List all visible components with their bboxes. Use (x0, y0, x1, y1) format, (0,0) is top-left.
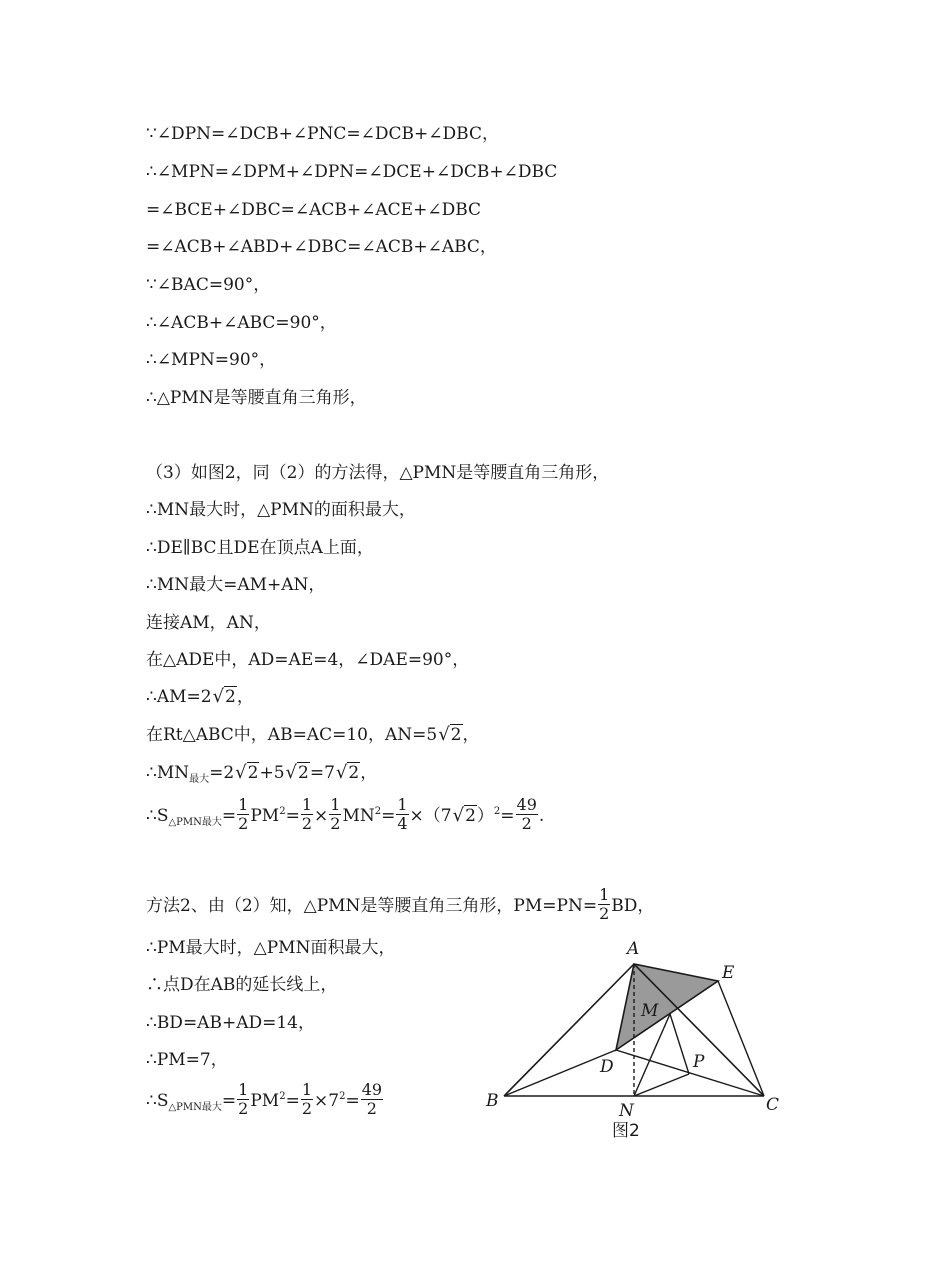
superscript: 2 (493, 806, 501, 817)
proof-line-7: ∴∠MPN=90°， (146, 350, 277, 370)
text: = (381, 806, 396, 826)
text: +5 (259, 763, 285, 783)
radicand: 2 (348, 763, 360, 783)
text: ×（7 (409, 806, 452, 826)
part3-line-7 (146, 686, 254, 708)
text: 在Rt△ABC中，AB=AC=10，AN=5 (146, 725, 438, 745)
text: ∴MN (146, 763, 190, 783)
fraction (516, 796, 538, 833)
method2-line-5: ∴PM=7， (146, 1050, 228, 1070)
text: ， (236, 687, 254, 707)
denominator: 4 (397, 814, 408, 833)
part3-line-8 (146, 724, 480, 746)
numerator: 1 (238, 795, 249, 814)
part3-line-4: ∴MN最大=AM+AN， (146, 575, 326, 595)
label-n: N (619, 1101, 634, 1121)
radicand: 2 (247, 763, 259, 783)
numerator: 1 (599, 885, 610, 904)
proof-line-1: ∵∠DPN=∠DCB+∠PNC=∠DCB+∠DBC， (146, 124, 499, 144)
part3-line-6: 在△ADE中，AD=AE=4，∠DAE=90°， (146, 650, 470, 670)
shaded-triangle-ade (616, 964, 718, 1050)
proof-line-8: ∴△PMN是等腰直角三角形， (146, 388, 367, 408)
segment-ec (718, 981, 764, 1096)
denominator: 2 (301, 814, 312, 833)
subscript: △PMN最大 (168, 817, 222, 828)
text: = (345, 1091, 360, 1111)
label-e: E (722, 963, 735, 983)
label-p: P (693, 1052, 705, 1072)
text: ） (476, 806, 494, 826)
denominator: 2 (521, 814, 532, 833)
method2-line-3: ∴点D在AB的延长线上， (146, 975, 338, 995)
numerator: 1 (397, 795, 408, 814)
geometry-figure-2 (478, 930, 788, 1145)
proof-line-3: =∠BCE+∠DBC=∠ACB+∠ACE+∠DBC (146, 200, 482, 220)
segment-ab (504, 964, 634, 1096)
text: MN (342, 806, 375, 826)
numerator: 1 (330, 795, 341, 814)
fraction (396, 796, 408, 833)
part3-line-5: 连接AM，AN， (146, 613, 271, 633)
fraction (361, 1081, 383, 1118)
text: = (221, 806, 237, 826)
denominator: 2 (330, 814, 341, 833)
subscript: 最大 (189, 774, 210, 785)
part3-line-1: （3）如图2，同（2）的方法得，△PMN是等腰直角三角形， (146, 463, 610, 483)
proof-line-2: ∴∠MPN=∠DPM+∠DPN=∠DCE+∠DCB+∠DBC (146, 162, 558, 182)
numerator: 1 (238, 1080, 249, 1099)
label-d: D (600, 1057, 614, 1077)
numerator: 49 (516, 795, 537, 814)
text: PM (250, 1091, 280, 1111)
label-b: B (486, 1091, 499, 1111)
text: ∴AM=2 (146, 687, 212, 707)
text: = (285, 806, 300, 826)
part3-line-10 (146, 795, 545, 835)
sqrt: √2 (335, 762, 360, 783)
sqrt: √2 (452, 805, 476, 826)
label-m: M (641, 1001, 659, 1021)
proof-line-5: ∵∠BAC=90°， (146, 275, 271, 295)
numerator: 1 (301, 795, 312, 814)
sqrt: √2 (235, 762, 259, 783)
segment-mp (670, 1014, 689, 1074)
text: ， (462, 725, 480, 745)
text: × (314, 806, 329, 826)
numerator: 49 (361, 1080, 383, 1099)
text: . (538, 806, 545, 826)
text: = (285, 1091, 300, 1111)
fraction (329, 796, 341, 833)
part3-line-3: ∴DE∥BC且DE在顶点A上面， (146, 538, 374, 558)
denominator: 2 (238, 814, 249, 833)
radicand: 2 (298, 763, 309, 783)
fraction (237, 796, 249, 833)
method2-line-4: ∴BD=AB+AD=14， (146, 1013, 315, 1033)
text: =2 (209, 763, 235, 783)
sqrt: √2 (285, 762, 309, 783)
method2-line-1 (146, 885, 655, 925)
text: = (221, 1091, 237, 1111)
method2-line-2: ∴PM最大时，△PMN面积最大， (146, 938, 396, 958)
superscript: 2 (279, 806, 286, 817)
label-a: A (627, 939, 640, 959)
superscript: 2 (339, 1091, 346, 1102)
text: = (500, 806, 515, 826)
label-c: C (766, 1095, 780, 1115)
text: ×7 (314, 1091, 340, 1111)
superscript: 2 (374, 806, 382, 817)
sqrt: √2 (438, 724, 462, 745)
part3-line-2: ∴MN最大时，△PMN的面积最大， (146, 500, 416, 520)
figure-caption: 图2 (612, 1121, 640, 1141)
fraction (598, 886, 610, 923)
method2-line-6 (146, 1080, 384, 1120)
fraction (301, 796, 313, 833)
part3-line-9 (146, 762, 377, 787)
fraction (301, 1081, 313, 1118)
denominator: 2 (366, 1099, 377, 1118)
fraction (237, 1081, 249, 1118)
proof-line-6: ∴∠ACB+∠ABC=90°， (146, 313, 337, 333)
radicand: 2 (450, 725, 462, 745)
denominator: 2 (301, 1099, 312, 1118)
proof-line-4: =∠ACB+∠ABD+∠DBC=∠ACB+∠ABC， (146, 237, 497, 257)
text: BD， (611, 896, 655, 916)
denominator: 2 (238, 1099, 249, 1118)
numerator: 1 (301, 1080, 312, 1099)
subscript: △PMN最大 (168, 1102, 222, 1113)
text: 方法2、由（2）知，△PMN是等腰直角三角形，PM=PN= (146, 896, 598, 916)
superscript: 2 (279, 1091, 286, 1102)
text: ， (360, 763, 378, 783)
radicand: 2 (225, 687, 236, 707)
radicand: 2 (465, 806, 476, 826)
sqrt: √2 (212, 686, 236, 707)
text: =7 (309, 763, 335, 783)
text: ∴S (146, 806, 169, 826)
text: ∴S (146, 1091, 169, 1111)
denominator: 2 (599, 904, 610, 923)
text: PM (250, 806, 280, 826)
